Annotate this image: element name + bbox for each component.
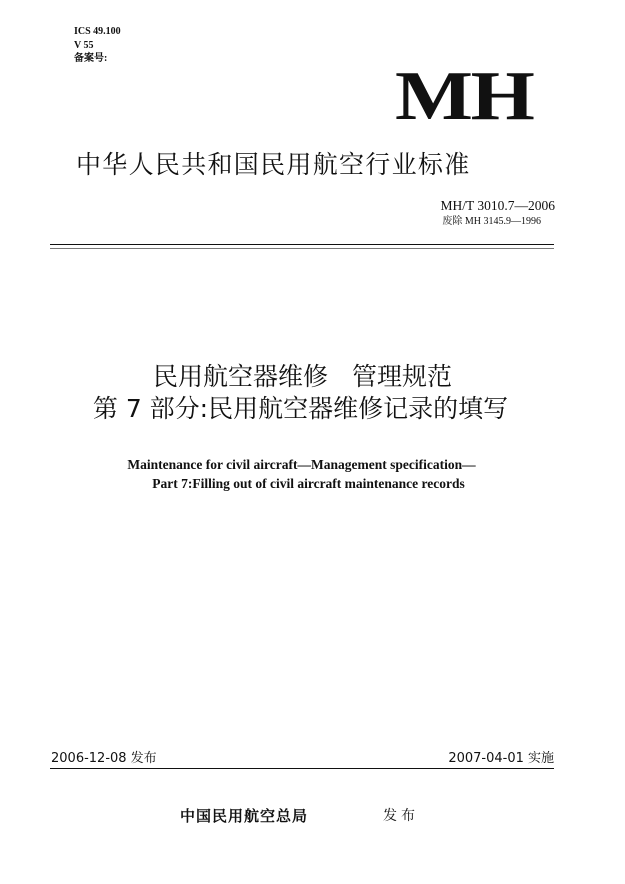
issuing-authority: 中国民用航空总局 [180, 807, 309, 825]
standard-number: MH/T 3010.7—2006 [440, 198, 555, 213]
record-number-label: 备案号: [74, 53, 108, 64]
replaces-standard: 废除 MH 3145.9—1996 [442, 216, 541, 227]
effective-date: 2007-04-01 实施 [448, 751, 554, 766]
chinese-title-line-1-part-2: 管理规范 [352, 362, 453, 391]
standard-title: 中华人民共和国民用航空行业标准 [76, 150, 471, 179]
header-divider [50, 244, 554, 245]
issue-date: 2006-12-08 发布 [51, 751, 157, 766]
classification-code: V 55 [74, 39, 94, 51]
document-metadata [74, 25, 121, 66]
english-title-line-1: Maintenance for civil aircraft—Management specification— [127, 457, 476, 472]
chinese-title-line-1-part-1: 民用航空器维修 [152, 362, 328, 391]
chinese-title-line-2: 第 7 部分:民用航空器维修记录的填写 [92, 394, 509, 423]
mh-logo: MH [395, 58, 533, 135]
english-title-line-2: Part 7:Filling out of civil aircraft maintenance records [152, 476, 465, 491]
ics-code: ICS 49.100 [74, 26, 121, 37]
issue-label: 发布 [383, 808, 419, 824]
header-divider-thin [50, 248, 554, 249]
footer-divider [50, 768, 554, 769]
chinese-title-line-1 [0, 362, 615, 392]
